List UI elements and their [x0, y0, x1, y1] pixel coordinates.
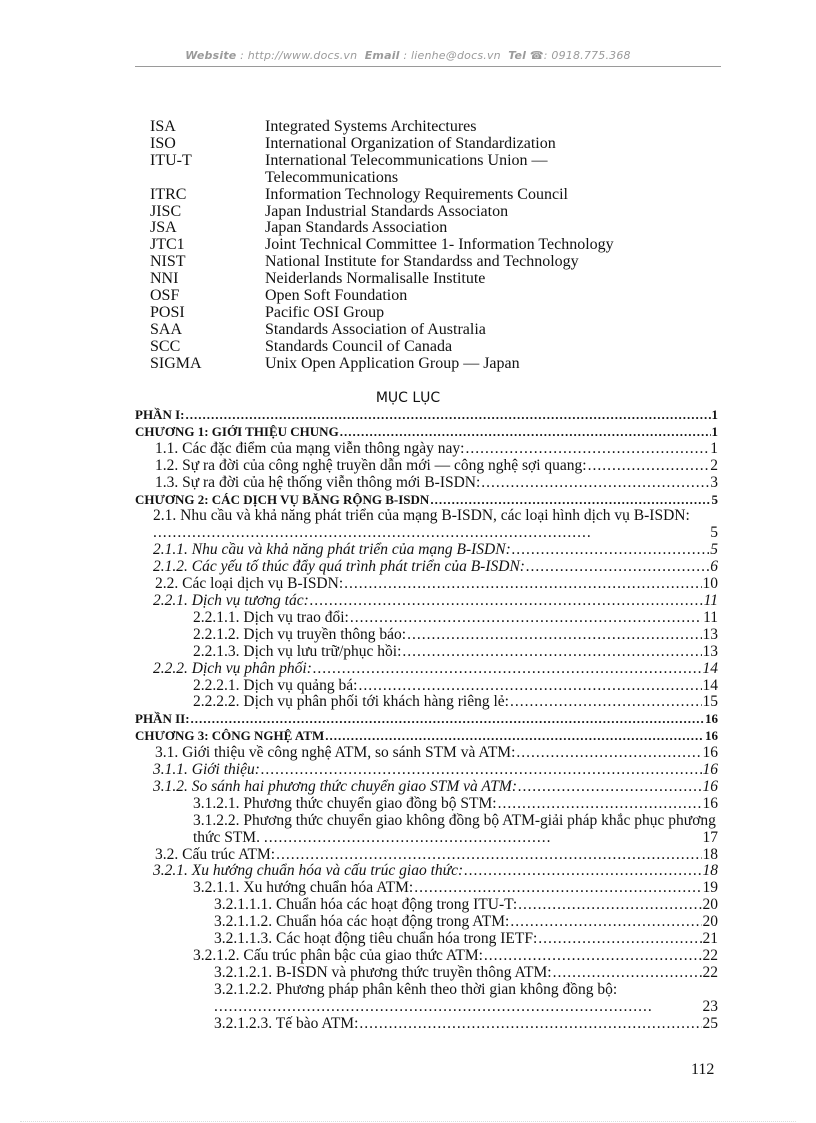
- abbreviation-code: NIST: [150, 253, 186, 271]
- abbreviation-row: [150, 220, 705, 237]
- abbreviation-code: JISC: [150, 202, 182, 220]
- toc-entry-text: CHƯƠNG 1: GIỚI THIỆU CHUNG: [135, 423, 339, 439]
- toc-entry-page: 16: [705, 711, 718, 727]
- abbreviation-definition: International Telecommunications Union — Telecommunications: [265, 151, 548, 186]
- toc-entry[interactable]: [135, 576, 718, 593]
- toc-entry-page: 1: [710, 440, 718, 457]
- toc-entry[interactable]: [135, 880, 718, 897]
- abbreviation-code: JSA: [150, 219, 177, 237]
- abbreviation-definition: Information Technology Requirements Council: [265, 185, 568, 203]
- toc-entry[interactable]: [135, 458, 718, 475]
- abbreviation-row: [150, 237, 705, 254]
- toc-entry[interactable]: [135, 762, 718, 779]
- toc-entry-text: 2.2.2.1. Dịch vụ quảng bá:: [193, 677, 358, 694]
- toc-entry-page: 25: [702, 1015, 718, 1032]
- toc-entry-text: 3.2.1.2. Cấu trúc phân bậc của giao thức ATM:: [193, 948, 483, 964]
- toc-entry-page: 20: [702, 897, 718, 914]
- toc-entry-page: 18: [702, 846, 718, 863]
- toc-entry[interactable]: [135, 441, 718, 458]
- toc-entry[interactable]: [135, 965, 718, 982]
- toc-entry-text: CHƯƠNG 2: CÁC DỊCH VỤ BĂNG RỘNG B-ISDN: [135, 491, 430, 507]
- toc-entry-page: 23: [702, 997, 718, 1015]
- toc-entry-text: PHẦN II:: [135, 711, 190, 727]
- phone-icon: ☎: [529, 49, 544, 62]
- toc-entry[interactable]: [135, 559, 718, 576]
- header-divider: [135, 66, 721, 67]
- abbreviation-row: [150, 254, 705, 271]
- toc-entry[interactable]: [135, 948, 718, 965]
- abbreviation-code: ISA: [150, 118, 176, 135]
- email-value: : lienhe@docs.vn: [403, 49, 501, 62]
- toc-entry[interactable]: [135, 644, 718, 661]
- toc-entry-text: 1.1. Các đặc điểm của mạng viễn thông ngày nay:: [155, 440, 465, 457]
- toc-entry-text: PHẦN I:: [135, 407, 185, 422]
- toc-entry-text: 2.2.1.2. Dịch vụ truyền thông báo:: [193, 626, 407, 643]
- toc-entry-chapter-2[interactable]: [135, 492, 718, 509]
- abbreviation-code: NNI: [150, 270, 179, 288]
- toc-entry-page: 2: [710, 457, 718, 474]
- toc-entry-page: 5: [711, 491, 718, 507]
- abbreviation-code: SIGMA: [150, 354, 202, 372]
- toc-entry-text: 3.1.2.1. Phương thức chuyển giao đồng bộ STM:: [193, 795, 497, 812]
- toc-entry-part-1[interactable]: [135, 407, 718, 424]
- abbreviation-definition: National Institute for Standardss and Technology: [265, 253, 579, 271]
- toc-entry-text: 2.1. Nhu cầu và khả năng phát triển của mạng B-ISDN, các loại hình dịch vụ B-ISDN:: [153, 508, 690, 525]
- toc-entry-page: 19: [702, 880, 718, 897]
- abbreviation-code: SCC: [150, 337, 181, 355]
- email-label: Email: [364, 49, 400, 62]
- toc-entry-text: CHƯƠNG 3: CÔNG NGHỆ ATM: [135, 728, 325, 744]
- toc-entry[interactable]: [135, 931, 718, 948]
- abbreviation-definition: Unix Open Application Group — Japan: [265, 354, 520, 372]
- page-header: [0, 49, 816, 62]
- toc-entry[interactable]: [135, 1016, 718, 1033]
- abbreviation-definition: Pacific OSI Group: [265, 303, 385, 321]
- toc-entry-page: 17: [702, 828, 718, 846]
- abbreviation-row: [150, 187, 705, 204]
- toc-entry-page: 11: [703, 609, 718, 626]
- tel-label: Tel: [508, 49, 527, 62]
- toc-entry-page: 1: [711, 423, 718, 439]
- page-number: 112: [691, 1061, 715, 1078]
- toc-entry[interactable]: [135, 627, 718, 644]
- toc-entry-page: 1: [711, 407, 718, 422]
- website-label: Website: [185, 49, 237, 62]
- toc-entry-page: 20: [702, 914, 718, 931]
- toc-entry-chapter-1[interactable]: [135, 424, 718, 441]
- abbreviation-code: ITRC: [150, 185, 187, 203]
- toc-entry[interactable]: [135, 610, 718, 627]
- abbreviation-code: ISO: [150, 134, 176, 152]
- toc-entry-page: 10: [702, 576, 718, 593]
- toc-entry-text: 2.2. Các loại dịch vụ B-ISDN:: [155, 576, 344, 593]
- toc-entry-text: 3.2.1.1.3. Các hoạt động tiêu chuẩn hóa trong IETF:: [214, 931, 538, 948]
- toc-entry-page: 16: [705, 728, 718, 744]
- abbreviation-definition: Open Soft Foundation: [265, 287, 408, 305]
- abbreviation-row: [150, 305, 705, 322]
- toc-entry-chapter-3[interactable]: [135, 728, 718, 745]
- toc-entry-text: 2.2.2.2. Dịch vụ phân phối tới khách hàng riêng lẻ:: [193, 694, 509, 711]
- toc-entry-page: 15: [702, 694, 718, 711]
- toc-entry-text: 1.3. Sự ra đời của hệ thống viễn thông mới B-ISDN:: [155, 474, 481, 491]
- toc-entry-text: 3.1.2.2. Phương thức chuyển giao không đồng bộ ATM-giải pháp khắc phục phương thức STM.: [193, 812, 716, 846]
- toc-entry-page: 16: [702, 778, 718, 795]
- toc-entry-text: 3.2.1.2.1. B-ISDN và phương thức truyền thông ATM:: [214, 964, 552, 981]
- abbreviation-row: [150, 271, 705, 288]
- toc-entry-text: 3.1.1. Giới thiệu:: [153, 762, 260, 779]
- toc-entry-text: 2.1.1. Nhu cầu và khả năng phát triển của mạng B-ISDN:: [153, 542, 511, 559]
- toc-entry[interactable]: [135, 863, 718, 880]
- toc-entry-text: 3.2.1.1. Xu hướng chuẩn hóa ATM:: [193, 880, 414, 897]
- toc-entry-page: 14: [702, 677, 718, 694]
- toc-entry-text: 2.2.1.1. Dịch vụ trao đổi:: [193, 609, 349, 626]
- toc-entry-page: 21: [702, 931, 718, 948]
- toc-entry-text: 3.2.1.1.1. Chuẩn hóa các hoạt động trong ITU-T:: [214, 897, 518, 914]
- toc-entry-page: 16: [702, 762, 718, 779]
- abbreviation-definition: Japan Industrial Standards Associaton: [265, 202, 509, 220]
- toc-entry-page: 3: [710, 474, 718, 491]
- abbreviation-code: POSI: [150, 303, 185, 321]
- toc-entry-part-2[interactable]: [135, 711, 718, 728]
- toc-entry[interactable]: [135, 593, 718, 610]
- toc-entry[interactable]: 2.1. Nhu cầu và khả năng phát triển của mạng B-ISDN, các loại hình dịch vụ B-ISDN: .......................................................................................... 5: [153, 508, 718, 542]
- table-of-contents: [135, 407, 718, 1033]
- abbreviation-table: [150, 119, 705, 373]
- toc-entry[interactable]: [135, 796, 718, 813]
- toc-entry-text: 3.2.1.2.3. Tế bào ATM:: [214, 1015, 359, 1032]
- abbreviation-row: [150, 204, 705, 221]
- toc-entry-page: 5: [710, 542, 718, 559]
- toc-entry-text: 3.1.2. So sánh hai phương thức chuyển giao STM và ATM:: [153, 778, 517, 795]
- toc-entry-text: 2.2.1. Dịch vụ tương tác:: [153, 592, 309, 609]
- abbreviation-row: [150, 136, 705, 153]
- abbreviation-definition: Joint Technical Committee 1- Information Technology: [265, 236, 614, 254]
- toc-entry[interactable]: [135, 694, 718, 711]
- abbreviation-code: OSF: [150, 287, 180, 305]
- abbreviation-row: [150, 356, 705, 373]
- abbreviation-definition: Standards Association of Australia: [265, 320, 486, 338]
- abbreviation-definition: International Organization of Standardization: [265, 134, 556, 152]
- abbreviation-code: JTC1: [150, 236, 185, 254]
- abbreviation-row: [150, 322, 705, 339]
- website-value: : http://www.docs.vn: [240, 49, 358, 62]
- toc-entry[interactable]: [135, 847, 718, 864]
- footer-divider: [20, 1121, 796, 1122]
- toc-entry-page: 6: [710, 559, 718, 576]
- toc-entry-text: 3.1. Giới thiệu về công nghệ ATM, so sánh STM và ATM:: [155, 745, 516, 762]
- abbreviation-code: SAA: [150, 320, 183, 338]
- abbreviation-definition: Standards Council of Canada: [265, 337, 453, 355]
- toc-entry-text: 3.2.1.1.2. Chuẩn hóa các hoạt động trong ATM:: [214, 914, 510, 931]
- toc-title: MỤC LỤC: [375, 390, 441, 406]
- toc-entry-text: 2.2.1.3. Dịch vụ lưu trữ/phục hồi:: [193, 643, 402, 660]
- abbreviation-definition: Integrated Systems Architectures: [265, 118, 477, 135]
- toc-entry[interactable]: [135, 914, 718, 931]
- abbreviation-code: ITU-T: [150, 151, 192, 169]
- toc-entry-page: 22: [702, 948, 718, 964]
- toc-entry[interactable]: [135, 779, 718, 796]
- toc-entry-page: 14: [702, 660, 718, 677]
- toc-entry[interactable]: 3.2.1.2.2. Phương pháp phân kênh theo thời gian không đồng bộ: .......................................................................................... 23: [214, 981, 718, 1015]
- toc-entry-text: 2.1.2. Các yếu tố thúc đẩy quá trình phát triển của B-ISDN:: [153, 559, 525, 576]
- abbreviation-definition: Japan Standards Association: [265, 219, 448, 237]
- toc-entry-page: 13: [702, 643, 718, 660]
- toc-entry[interactable]: [135, 897, 718, 914]
- toc-entry-page: 11: [703, 592, 718, 609]
- tel-value: : 0918.775.368: [543, 49, 631, 62]
- toc-entry-text: 1.2. Sự ra đời của công nghệ truyền dẫn mới — công nghệ sợi quang:: [155, 457, 587, 474]
- abbreviation-row: [150, 119, 705, 136]
- toc-entry[interactable]: [135, 475, 718, 492]
- toc-entry[interactable]: 3.1.2.2. Phương thức chuyển giao không đồng bộ ATM-giải pháp khắc phục phương thức STM. ........................................................... 17: [193, 812, 718, 846]
- toc-entry-page: 22: [702, 964, 718, 981]
- abbreviation-definition: Neiderlands Normalisalle Institute: [265, 270, 486, 288]
- toc-entry-text: 3.2. Cấu trúc ATM:: [155, 846, 276, 863]
- toc-entry-page: 5: [710, 524, 718, 542]
- toc-entry[interactable]: [135, 661, 718, 678]
- toc-entry-page: 16: [702, 795, 718, 812]
- toc-entry[interactable]: [135, 678, 718, 695]
- toc-entry-text: 2.2.2. Dịch vụ phân phối:: [153, 660, 312, 677]
- abbreviation-row: [150, 288, 705, 305]
- toc-entry-text: 3.2.1.2.2. Phương pháp phân kênh theo thời gian không đồng bộ:: [214, 981, 618, 998]
- toc-entry-page: 16: [702, 745, 718, 762]
- toc-entry-text: 3.2.1. Xu hướng chuẩn hóa và cấu trúc giao thức:: [153, 863, 464, 880]
- toc-entry[interactable]: [135, 542, 718, 559]
- toc-entry-page: 13: [702, 626, 718, 643]
- toc-entry[interactable]: [135, 745, 718, 762]
- abbreviation-row: [150, 339, 705, 356]
- abbreviation-row: [150, 153, 705, 187]
- toc-entry-page: 18: [702, 863, 718, 880]
